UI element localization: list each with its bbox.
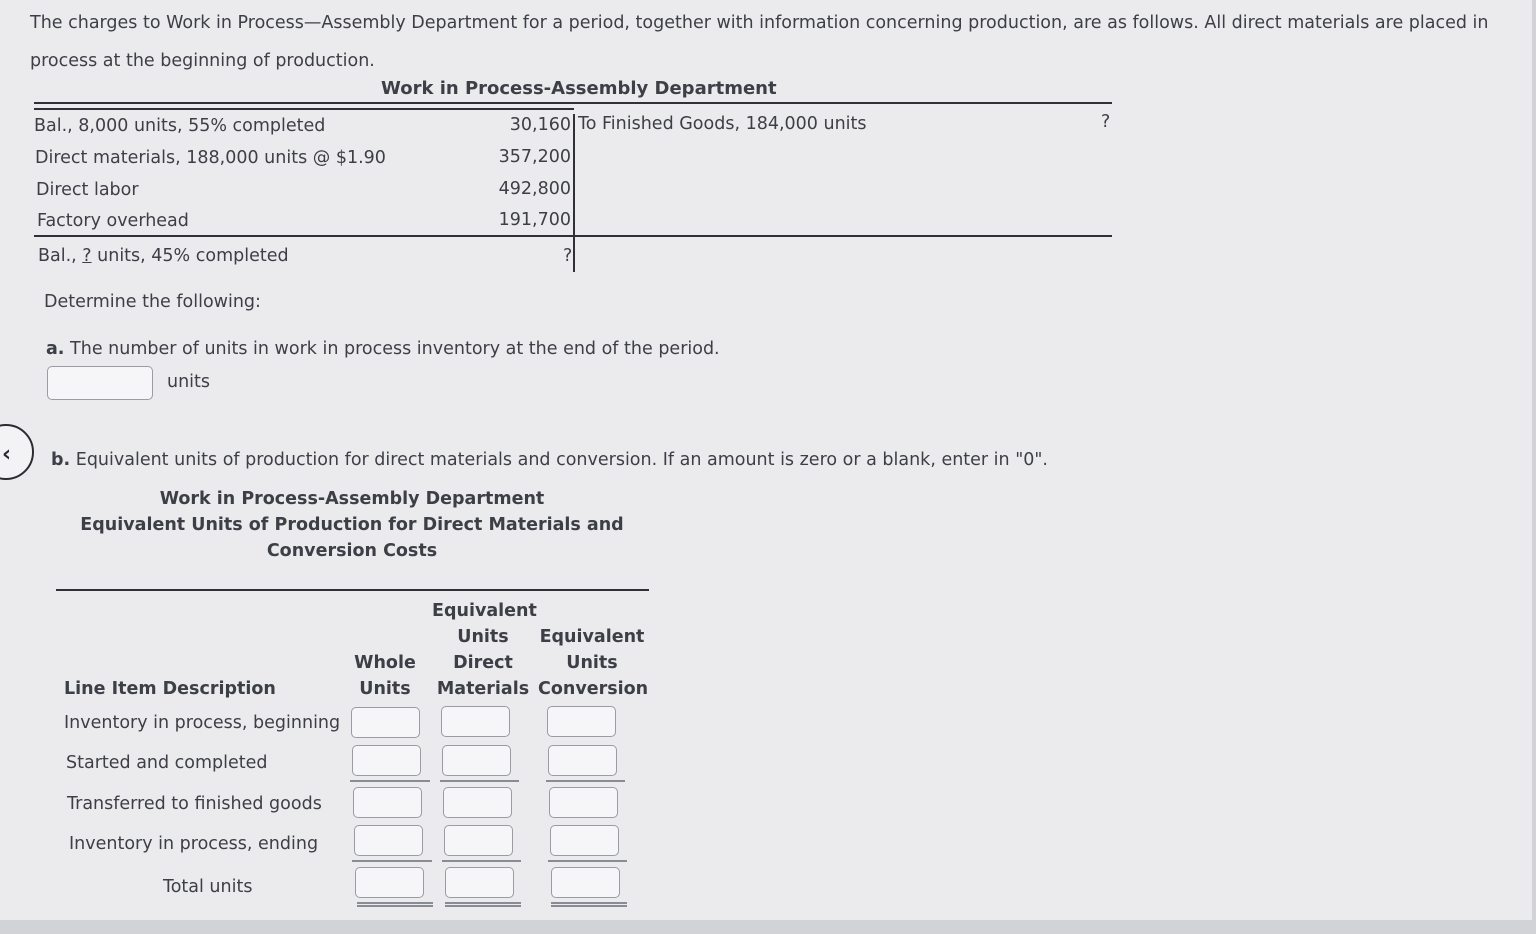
double-rule <box>357 905 433 907</box>
subtotal-rule <box>546 780 625 782</box>
subtotal-rule <box>440 780 519 782</box>
started-completed-eu-dm-input[interactable] <box>442 745 511 776</box>
debit-label: Bal., 8,000 units, 55% completed <box>34 116 326 136</box>
units-label: units <box>167 372 211 392</box>
row-label-transferred: Transferred to finished goods <box>67 794 322 814</box>
double-rule <box>551 905 627 907</box>
beginning-whole-units-input[interactable] <box>351 707 420 738</box>
double-rule <box>357 902 433 904</box>
started-completed-whole-units-input[interactable] <box>352 745 421 776</box>
subtotal-rule <box>352 860 432 862</box>
debit-amount: 191,700 <box>498 210 571 230</box>
col-header-eu-direct-materials: Equivalent Units Direct Materials <box>432 601 537 699</box>
debit-label: Factory overhead <box>37 211 189 231</box>
double-rule <box>445 902 521 904</box>
t-account-title: Work in Process-Assembly Department <box>381 78 777 99</box>
intro-text: The charges to Work in Process—Assembly Department for a period, together with information concerning production, are as follows. All direct materials are placed in process at the beginning of production. <box>30 13 1489 71</box>
t-account-balance-rule <box>34 235 1112 237</box>
eu-table-top-rule <box>56 589 649 591</box>
transferred-eu-dm-input[interactable] <box>443 787 512 818</box>
row-label-ending-inventory: Inventory in process, ending <box>69 834 319 854</box>
total-eu-conversion-input[interactable] <box>551 867 620 898</box>
total-whole-units-input[interactable] <box>355 867 424 898</box>
t-account-sub-rule <box>34 108 574 110</box>
debit-label: Direct materials, 188,000 units @ $1.90 <box>35 148 386 168</box>
part-a-prompt: a. The number of units in work in process inventory at the end of the period. <box>46 339 720 359</box>
credit-amount: ? <box>1101 112 1111 132</box>
row-label-started-and-completed: Started and completed <box>66 753 268 773</box>
ending-eu-conversion-input[interactable] <box>550 825 619 856</box>
transferred-whole-units-input[interactable] <box>353 787 422 818</box>
t-account-divider <box>573 114 575 272</box>
total-eu-dm-input[interactable] <box>445 867 514 898</box>
debit-amount: 357,200 <box>498 147 571 167</box>
col-header-whole-units: Whole Units <box>354 653 416 699</box>
credit-label: To Finished Goods, 184,000 units <box>578 114 867 134</box>
row-label-total-units: Total units <box>163 877 253 897</box>
eu-table-title: Work in Process-Assembly Department Equivalent Units of Production for Direct Materials and Conversion Costs <box>80 489 624 561</box>
t-account-top-rule <box>34 102 1112 104</box>
subtotal-rule <box>350 780 430 782</box>
col-header-eu-conversion: Equivalent Units Conversion <box>538 627 649 699</box>
debit-amount: 492,800 <box>498 179 571 199</box>
debit-amount: 30,160 <box>509 115 571 135</box>
chevron-left-icon: ‹ <box>2 442 12 467</box>
determine-heading: Determine the following: <box>44 292 261 312</box>
ending-eu-dm-input[interactable] <box>444 825 513 856</box>
transferred-eu-conversion-input[interactable] <box>549 787 618 818</box>
ending-balance-label: Bal., ? units, 45% completed <box>38 246 289 266</box>
beginning-eu-conversion-input[interactable] <box>547 706 616 737</box>
double-rule <box>445 905 521 907</box>
double-rule <box>551 902 627 904</box>
subtotal-rule <box>442 860 521 862</box>
ending-wip-units-input[interactable] <box>47 366 153 400</box>
debit-label: Direct labor <box>36 180 139 200</box>
started-completed-eu-conversion-input[interactable] <box>548 745 617 776</box>
ending-balance-amount: ? <box>563 246 573 266</box>
row-label-beginning-inventory: Inventory in process, beginning <box>64 713 341 733</box>
subtotal-rule <box>548 860 627 862</box>
part-b-prompt: b. Equivalent units of production for direct materials and conversion. If an amount is zero or a blank, enter in "0". <box>51 450 1048 470</box>
ending-whole-units-input[interactable] <box>354 825 423 856</box>
col-header-line-item: Line Item Description <box>64 679 276 699</box>
beginning-eu-dm-input[interactable] <box>441 706 510 737</box>
